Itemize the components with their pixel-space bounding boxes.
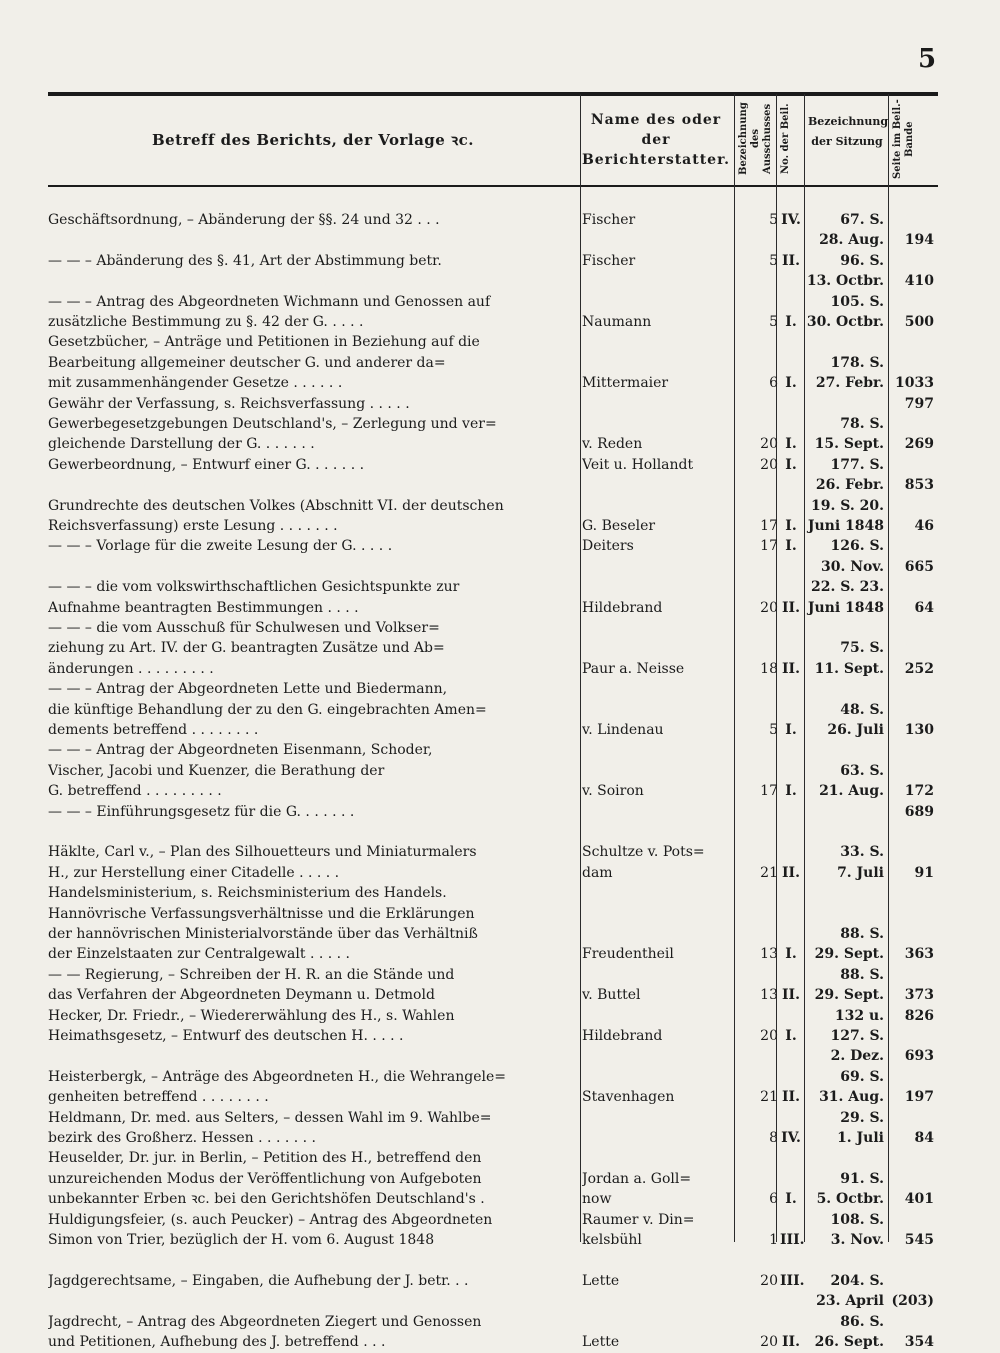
supplement-number: I. [785, 1028, 797, 1044]
session-ref: 3. Nov. [830, 1232, 884, 1248]
supplement-number: I. [785, 722, 797, 738]
table-row [48, 394, 938, 415]
entry-text: Huldigungsfeier, (s. auch Peucker) – Antrag des Abgeordneten [48, 1211, 493, 1228]
entry-text: Jagdrecht, – Antrag des Abgeordneten Ziegert und Genossen [48, 1313, 482, 1330]
session-ref: 23. April [816, 1293, 884, 1310]
supplement-number: I. [785, 518, 797, 534]
table-row [48, 822, 938, 843]
session-ref: 91. S. [840, 1170, 884, 1187]
reporter-name: Jordan a. Goll= [582, 1170, 692, 1187]
table-row [48, 985, 938, 1006]
table-row [48, 1332, 938, 1353]
session-ref: 29. S. [840, 1109, 884, 1126]
reporter-name: Deiters [582, 538, 634, 555]
table-row [48, 679, 938, 700]
session-ref: 30. Octbr. [806, 314, 884, 330]
supplement-number: II. [782, 864, 800, 881]
table-row [48, 353, 938, 374]
supplement-number: IV. [781, 1130, 801, 1146]
header-supplement-number: No. der Beil. [780, 103, 791, 175]
reporter-name: v. Buttel [582, 987, 641, 1004]
page-ref: 363 [904, 946, 934, 963]
entry-text: — — – Einführungsgesetz für die G. . . . . . . [48, 803, 355, 820]
entry-text: Grundrechte des deutschen Volkes (Abschnitt VI. der deutschen [48, 497, 504, 514]
reporter-name: Naumann [582, 314, 652, 330]
header-committee: Bezeichnung des Ausschusses [738, 102, 773, 176]
session-ref: 5. Octbr. [816, 1191, 884, 1208]
table-row [48, 761, 938, 782]
entry-text: änderungen . . . . . . . . . [48, 660, 214, 677]
entry-text: — — – Abänderung des §. 41, Art der Abstimmung betr. [48, 252, 442, 269]
page-ref: 269 [904, 436, 934, 453]
reporter-name: Hildebrand [582, 1028, 663, 1044]
page-ref: 84 [914, 1130, 934, 1146]
page-ref: 252 [904, 660, 934, 677]
page-ref: 665 [904, 558, 934, 575]
reporter-name: Mittermaier [582, 375, 669, 392]
session-ref: 2. Dez. [830, 1048, 884, 1065]
session-ref: 127. S. [830, 1028, 884, 1044]
supplement-number: III. [780, 1272, 805, 1289]
page-ref: 91 [914, 864, 934, 881]
reporter-name: now [582, 1191, 612, 1208]
entry-text: — — – Antrag des Abgeordneten Wichmann und Genossen auf [48, 293, 491, 310]
page-ref: 1033 [895, 375, 934, 392]
table-row [48, 842, 938, 863]
committee-number: 20 [760, 1334, 778, 1350]
entry-text: Heimathsgesetz, – Entwurf des deutschen H. . . . . [48, 1028, 404, 1044]
entry-text: unbekannter Erben ꝛc. bei den Gerichtshöfen Deutschland's . [48, 1191, 485, 1208]
committee-number: 13 [760, 987, 778, 1004]
table-row [48, 1026, 938, 1047]
entry-text: Aufnahme beantragten Bestimmungen . . . . [48, 599, 359, 616]
session-ref: 132 u. [834, 1007, 884, 1024]
table-row [48, 1006, 938, 1027]
session-ref: Juni 1848 [807, 518, 884, 534]
supplement-number: II. [782, 252, 800, 269]
table-row [48, 740, 938, 761]
table-row [48, 1067, 938, 1088]
reporter-name: Freudentheil [582, 946, 674, 963]
committee-number: 18 [760, 660, 778, 677]
table-row [48, 1087, 938, 1108]
page-ref: 826 [904, 1007, 934, 1024]
entry-text: der hannövrischen Ministerialvorstände über das Verhältniß [48, 926, 478, 942]
entry-text: Handelsministerium, s. Reichsministerium des Handels. [48, 885, 447, 902]
session-ref: 86. S. [840, 1313, 884, 1330]
page-ref: 545 [904, 1232, 934, 1248]
session-ref: 26. Juli [827, 722, 884, 738]
table-row [48, 557, 938, 578]
entry-text: — — – Vorlage für die zweite Lesung der G. . . . . [48, 538, 393, 555]
reporter-name: Veit u. Hollandt [582, 456, 694, 473]
page-ref: 373 [904, 987, 934, 1004]
entry-text: Gewerbeordnung, – Entwurf einer G. . . . . . . [48, 456, 365, 473]
table-row [48, 1108, 938, 1129]
entry-text: Vischer, Jacobi und Kuenzer, die Berathung der [48, 762, 385, 779]
session-ref: 96. S. [840, 252, 884, 269]
entry-text: Hecker, Dr. Friedr., – Wiedererwählung des H., s. Wahlen [48, 1007, 455, 1024]
committee-number: 17 [760, 783, 778, 800]
reporter-name: Hildebrand [582, 599, 663, 616]
session-ref: 29. Sept. [814, 946, 884, 963]
committee-number: 1 [769, 1232, 778, 1248]
supplement-number: I. [785, 456, 797, 473]
table-row [48, 1128, 938, 1149]
reporter-name: v. Reden [582, 436, 643, 453]
reporter-name: Raumer v. Din= [582, 1211, 695, 1228]
entry-text: Hannövrische Verfassungsverhältnisse und die Erklärungen [48, 905, 475, 922]
session-ref: 26. Sept. [814, 1334, 884, 1350]
committee-number: 20 [760, 456, 778, 473]
reporter-name: Fischer [582, 212, 636, 228]
session-ref: 27. Febr. [815, 375, 884, 392]
table-row [48, 271, 938, 292]
reporter-name: kelsbühl [582, 1232, 642, 1248]
session-ref: 28. Aug. [819, 232, 884, 249]
session-ref: 78. S. [840, 416, 884, 432]
committee-number: 5 [769, 212, 778, 228]
entry-text: Heldmann, Dr. med. aus Selters, – dessen Wahl im 9. Wahlbe= [48, 1109, 492, 1126]
entry-text: der Einzelstaaten zur Centralgewalt . . . . . [48, 946, 350, 963]
committee-number: 21 [760, 864, 778, 881]
entry-text: Reichsverfassung) erste Lesung . . . . . . . [48, 518, 338, 534]
supplement-number: II. [782, 660, 800, 677]
entry-text: Heisterbergk, – Anträge des Abgeordneten H., die Wehrangele= [48, 1068, 507, 1085]
supplement-number: III. [780, 1232, 805, 1248]
committee-number: 6 [769, 1191, 778, 1208]
committee-number: 5 [769, 314, 778, 330]
entry-text: — — – Antrag der Abgeordneten Lette und Biedermann, [48, 681, 448, 698]
session-ref: 31. Aug. [819, 1089, 884, 1106]
session-ref: 204. S. [830, 1272, 884, 1289]
session-ref: 88. S. [840, 926, 884, 942]
supplement-number: I. [785, 1191, 797, 1208]
session-ref: 178. S. [830, 354, 884, 371]
session-ref: 105. S. [830, 293, 884, 310]
table-row [48, 536, 938, 557]
session-ref: 75. S. [840, 640, 884, 657]
table-row [48, 1230, 938, 1251]
supplement-number: I. [785, 375, 797, 392]
session-ref: 22. S. 23. [811, 579, 884, 596]
page-number: 5 [918, 44, 937, 74]
table-row [48, 1210, 938, 1231]
entry-text: Häklte, Carl v., – Plan des Silhouetteurs und Miniaturmalers [48, 844, 477, 861]
supplement-number: I. [785, 436, 797, 453]
entry-text: — — – die vom Ausschuß für Schulwesen und Volkser= [48, 620, 440, 636]
committee-number: 20 [760, 599, 778, 616]
page-ref: 689 [904, 803, 934, 820]
session-ref: 15. Sept. [814, 436, 884, 453]
session-ref: 21. Aug. [819, 783, 884, 800]
supplement-number: II. [782, 1334, 800, 1350]
entry-text: Bearbeitung allgemeiner deutscher G. und anderer da= [48, 354, 446, 371]
table-row [48, 455, 938, 476]
page-ref: 853 [904, 477, 934, 494]
entry-text: Heuselder, Dr. jur. in Berlin, – Petition des H., betreffend den [48, 1150, 482, 1167]
supplement-number: II. [782, 1089, 800, 1106]
entry-text: — — – Antrag der Abgeordneten Eisenmann, Schoder, [48, 742, 433, 759]
table-row [48, 924, 938, 945]
committee-number: 8 [769, 1130, 778, 1146]
supplement-number: I. [785, 946, 797, 963]
page-ref: 194 [904, 232, 934, 249]
session-ref: 11. Sept. [814, 660, 884, 677]
page-ref: 46 [914, 518, 934, 534]
header-page: Seite im Beil.-Bande [892, 99, 915, 179]
entry-text: — — Regierung, – Schreiben der H. R. an die Stände und [48, 966, 455, 983]
table-row [48, 781, 938, 802]
table-row [48, 292, 938, 313]
supplement-number: I. [785, 314, 797, 330]
supplement-number: II. [782, 599, 800, 616]
table-row [48, 434, 938, 455]
page-ref: (203) [891, 1293, 934, 1310]
reporter-name: dam [582, 864, 613, 881]
supplement-number: IV. [781, 212, 801, 228]
table-row [48, 210, 938, 231]
committee-number: 5 [769, 722, 778, 738]
entry-text: bezirk des Großherz. Hessen . . . . . . . [48, 1130, 317, 1146]
table-row [48, 230, 938, 251]
entry-text: Simon von Trier, bezüglich der H. vom 6. August 1848 [48, 1232, 435, 1248]
table-row [48, 863, 938, 884]
session-ref: 1. Juli [837, 1130, 884, 1146]
table-row [48, 965, 938, 986]
header-reporter: Name des oder der Berichterstatter. [581, 112, 731, 168]
entry-text: — — – die vom volkswirthschaftlichen Gesichtspunkte zur [48, 579, 460, 596]
entry-text: das Verfahren der Abgeordneten Deymann u. Detmold [48, 987, 435, 1004]
page-ref: 797 [904, 395, 934, 412]
supplement-number: II. [782, 987, 800, 1004]
entry-text: Jagdgerechtsame, – Eingaben, die Aufhebung der J. betr. . . [48, 1272, 469, 1289]
table-row [48, 332, 938, 353]
entry-text: Geschäftsordnung, – Abänderung der §§. 24 und 32 . . . [48, 212, 440, 228]
committee-number: 20 [760, 436, 778, 453]
table-row [48, 1312, 938, 1333]
table-row [48, 598, 938, 619]
reporter-name: Lette [582, 1272, 620, 1289]
table-row [48, 1169, 938, 1190]
table-row [48, 659, 938, 680]
entry-text: H., zur Herstellung einer Citadelle . . . . . [48, 864, 340, 881]
entry-text: genheiten betreffend . . . . . . . . [48, 1089, 269, 1106]
page-ref: 693 [904, 1048, 934, 1065]
table-row [48, 414, 938, 435]
page-ref: 64 [914, 599, 934, 616]
committee-number: 17 [760, 538, 778, 555]
reporter-name: v. Lindenau [582, 722, 664, 738]
entry-text: gleichende Darstellung der G. . . . . . . [48, 436, 315, 453]
committee-number: 13 [760, 946, 778, 963]
entry-text: ziehung zu Art. IV. der G. beantragten Zusätze und Ab= [48, 640, 445, 657]
entry-text: G. betreffend . . . . . . . . . [48, 783, 222, 800]
session-ref: 177. S. [830, 456, 884, 473]
session-ref: 69. S. [840, 1068, 884, 1085]
table-row [48, 1271, 938, 1292]
table-row [48, 1189, 938, 1210]
committee-number: 5 [769, 252, 778, 269]
table-row [48, 516, 938, 537]
table-row [48, 944, 938, 965]
table-row [48, 1291, 938, 1312]
entry-text: die künftige Behandlung der zu den G. eingebrachten Amen= [48, 701, 487, 718]
reporter-name: Lette [582, 1334, 620, 1350]
table-row [48, 904, 938, 925]
committee-number: 6 [769, 375, 778, 392]
reporter-name: Fischer [582, 252, 636, 269]
page-ref: 130 [904, 722, 934, 738]
entry-text: und Petitionen, Aufhebung des J. betreffend . . . [48, 1334, 386, 1350]
supplement-number: I. [785, 783, 797, 800]
page-ref: 500 [904, 314, 934, 330]
committee-number: 21 [760, 1089, 778, 1106]
committee-number: 17 [760, 518, 778, 534]
reporter-name: G. Beseler [582, 518, 656, 534]
session-ref: 48. S. [840, 701, 884, 718]
table-row [48, 618, 938, 639]
session-ref: 7. Juli [837, 864, 884, 881]
session-ref: 33. S. [840, 844, 884, 861]
table-row [48, 251, 938, 272]
entry-text: zusätzliche Bestimmung zu §. 42 der G. . . . . [48, 314, 364, 330]
session-ref: 108. S. [830, 1211, 884, 1228]
session-ref: 26. Febr. [815, 477, 884, 494]
entry-text: Gewerbegesetzgebungen Deutschland's, – Zerlegung und ver= [48, 416, 497, 432]
page-ref: 354 [904, 1334, 934, 1350]
session-ref: 88. S. [840, 966, 884, 983]
reporter-name: v. Soiron [582, 783, 644, 800]
entry-text: unzureichenden Modus der Veröffentlichung von Aufgeboten [48, 1170, 482, 1187]
committee-number: 20 [760, 1028, 778, 1044]
session-ref: 63. S. [840, 762, 884, 779]
session-ref: 126. S. [830, 538, 884, 555]
table-row [48, 638, 938, 659]
reporter-name: Stavenhagen [582, 1089, 675, 1106]
table-row [48, 883, 938, 904]
header-subject: Betreff des Berichts, der Vorlage ꝛc. [151, 131, 475, 149]
table-row [48, 475, 938, 496]
committee-number: 20 [760, 1272, 778, 1289]
session-ref: 13. Octbr. [806, 273, 884, 290]
page-ref: 172 [904, 783, 934, 800]
table-row [48, 720, 938, 741]
table-row [48, 577, 938, 598]
table-row [48, 1046, 938, 1067]
reporter-name: Schultze v. Pots= [582, 844, 705, 861]
header-session: Bezeichnung der Sitzung [808, 115, 889, 148]
session-ref: 67. S. [840, 212, 884, 228]
session-ref: 30. Nov. [821, 558, 884, 575]
table-row [48, 700, 938, 721]
entry-text: Gewähr der Verfassung, s. Reichsverfassung . . . . . [48, 395, 410, 412]
table-row [48, 1148, 938, 1169]
session-ref: Juni 1848 [807, 599, 884, 616]
entry-text: Gesetzbücher, – Anträge und Petitionen in Beziehung auf die [48, 334, 480, 351]
table-row [48, 373, 938, 394]
table-row [48, 1250, 938, 1271]
page-ref: 197 [904, 1089, 934, 1106]
reporter-name: Paur a. Neisse [582, 660, 685, 677]
page-ref: 410 [904, 273, 934, 290]
supplement-number: I. [785, 538, 797, 555]
table-row [48, 312, 938, 333]
entry-text: mit zusammenhängender Gesetze . . . . . . [48, 375, 343, 392]
entry-text: dements betreffend . . . . . . . . [48, 722, 259, 738]
page-ref: 401 [904, 1191, 934, 1208]
table-row [48, 802, 938, 823]
session-ref: 19. S. 20. [811, 497, 884, 514]
table-row [48, 496, 938, 517]
session-ref: 29. Sept. [814, 987, 884, 1004]
